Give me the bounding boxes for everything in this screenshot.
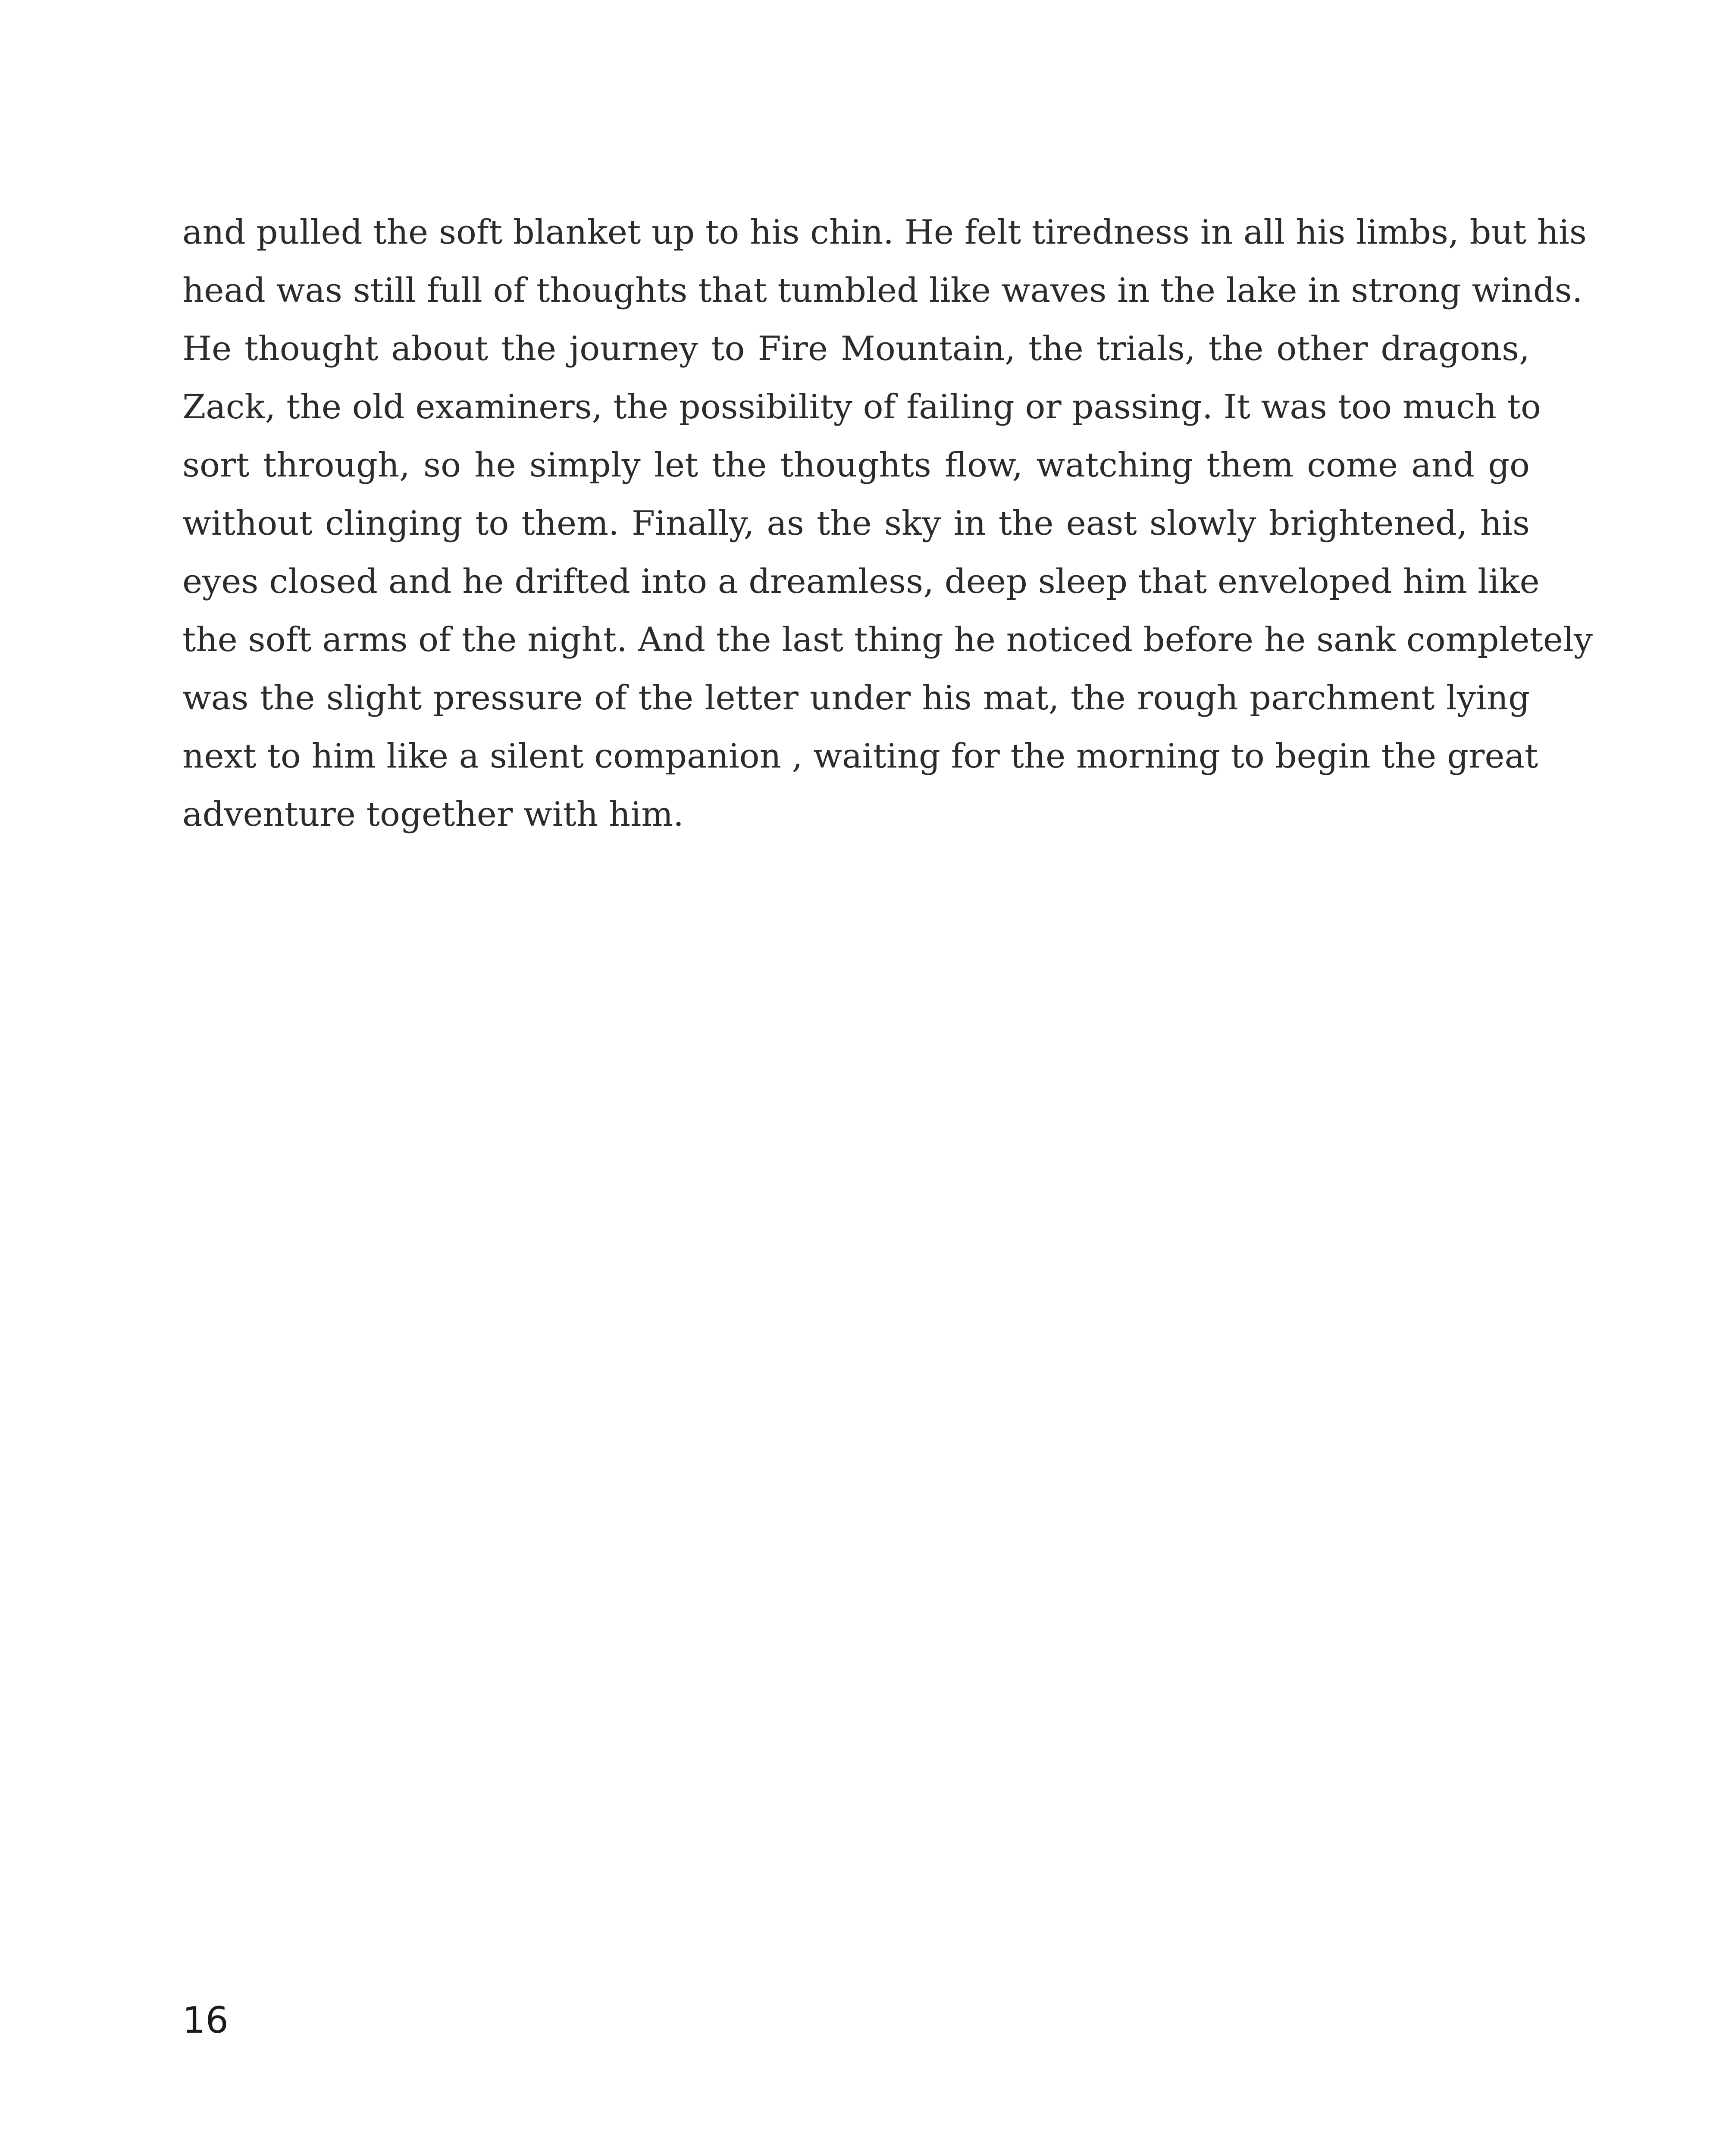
page-number: 16 — [182, 1999, 229, 2041]
paragraph-line: He thought about the journey to Fire Mountain, the trials, the other dragons, — [182, 329, 1530, 368]
paragraph-line: sort through, so he simply let the thoughts flow, watching them come and go — [182, 446, 1530, 485]
paragraph-line: next to him like a silent companion , waiting for the morning to begin the great — [182, 737, 1538, 776]
paragraph-line: eyes closed and he drifted into a dreamless, deep sleep that enveloped him like — [182, 562, 1540, 601]
paragraph-line: the soft arms of the night. And the last thing he noticed before he sank completely — [182, 620, 1593, 659]
body-paragraph — [182, 204, 1593, 844]
paragraph-line: without clinging to them. Finally, as the sky in the east slowly brightened, his — [182, 504, 1530, 543]
paragraph-line: and pulled the soft blanket up to his chin. He felt tiredness in all his limbs, but his — [182, 213, 1587, 252]
paragraph-line: was the slight pressure of the letter under his mat, the rough parchment lying — [182, 679, 1530, 718]
paragraph-line: head was still full of thoughts that tumbled like waves in the lake in strong winds. — [182, 271, 1583, 310]
paragraph-line: adventure together with him. — [182, 795, 684, 834]
paragraph-line: Zack, the old examiners, the possibility of failing or passing. It was too much to — [182, 388, 1541, 426]
